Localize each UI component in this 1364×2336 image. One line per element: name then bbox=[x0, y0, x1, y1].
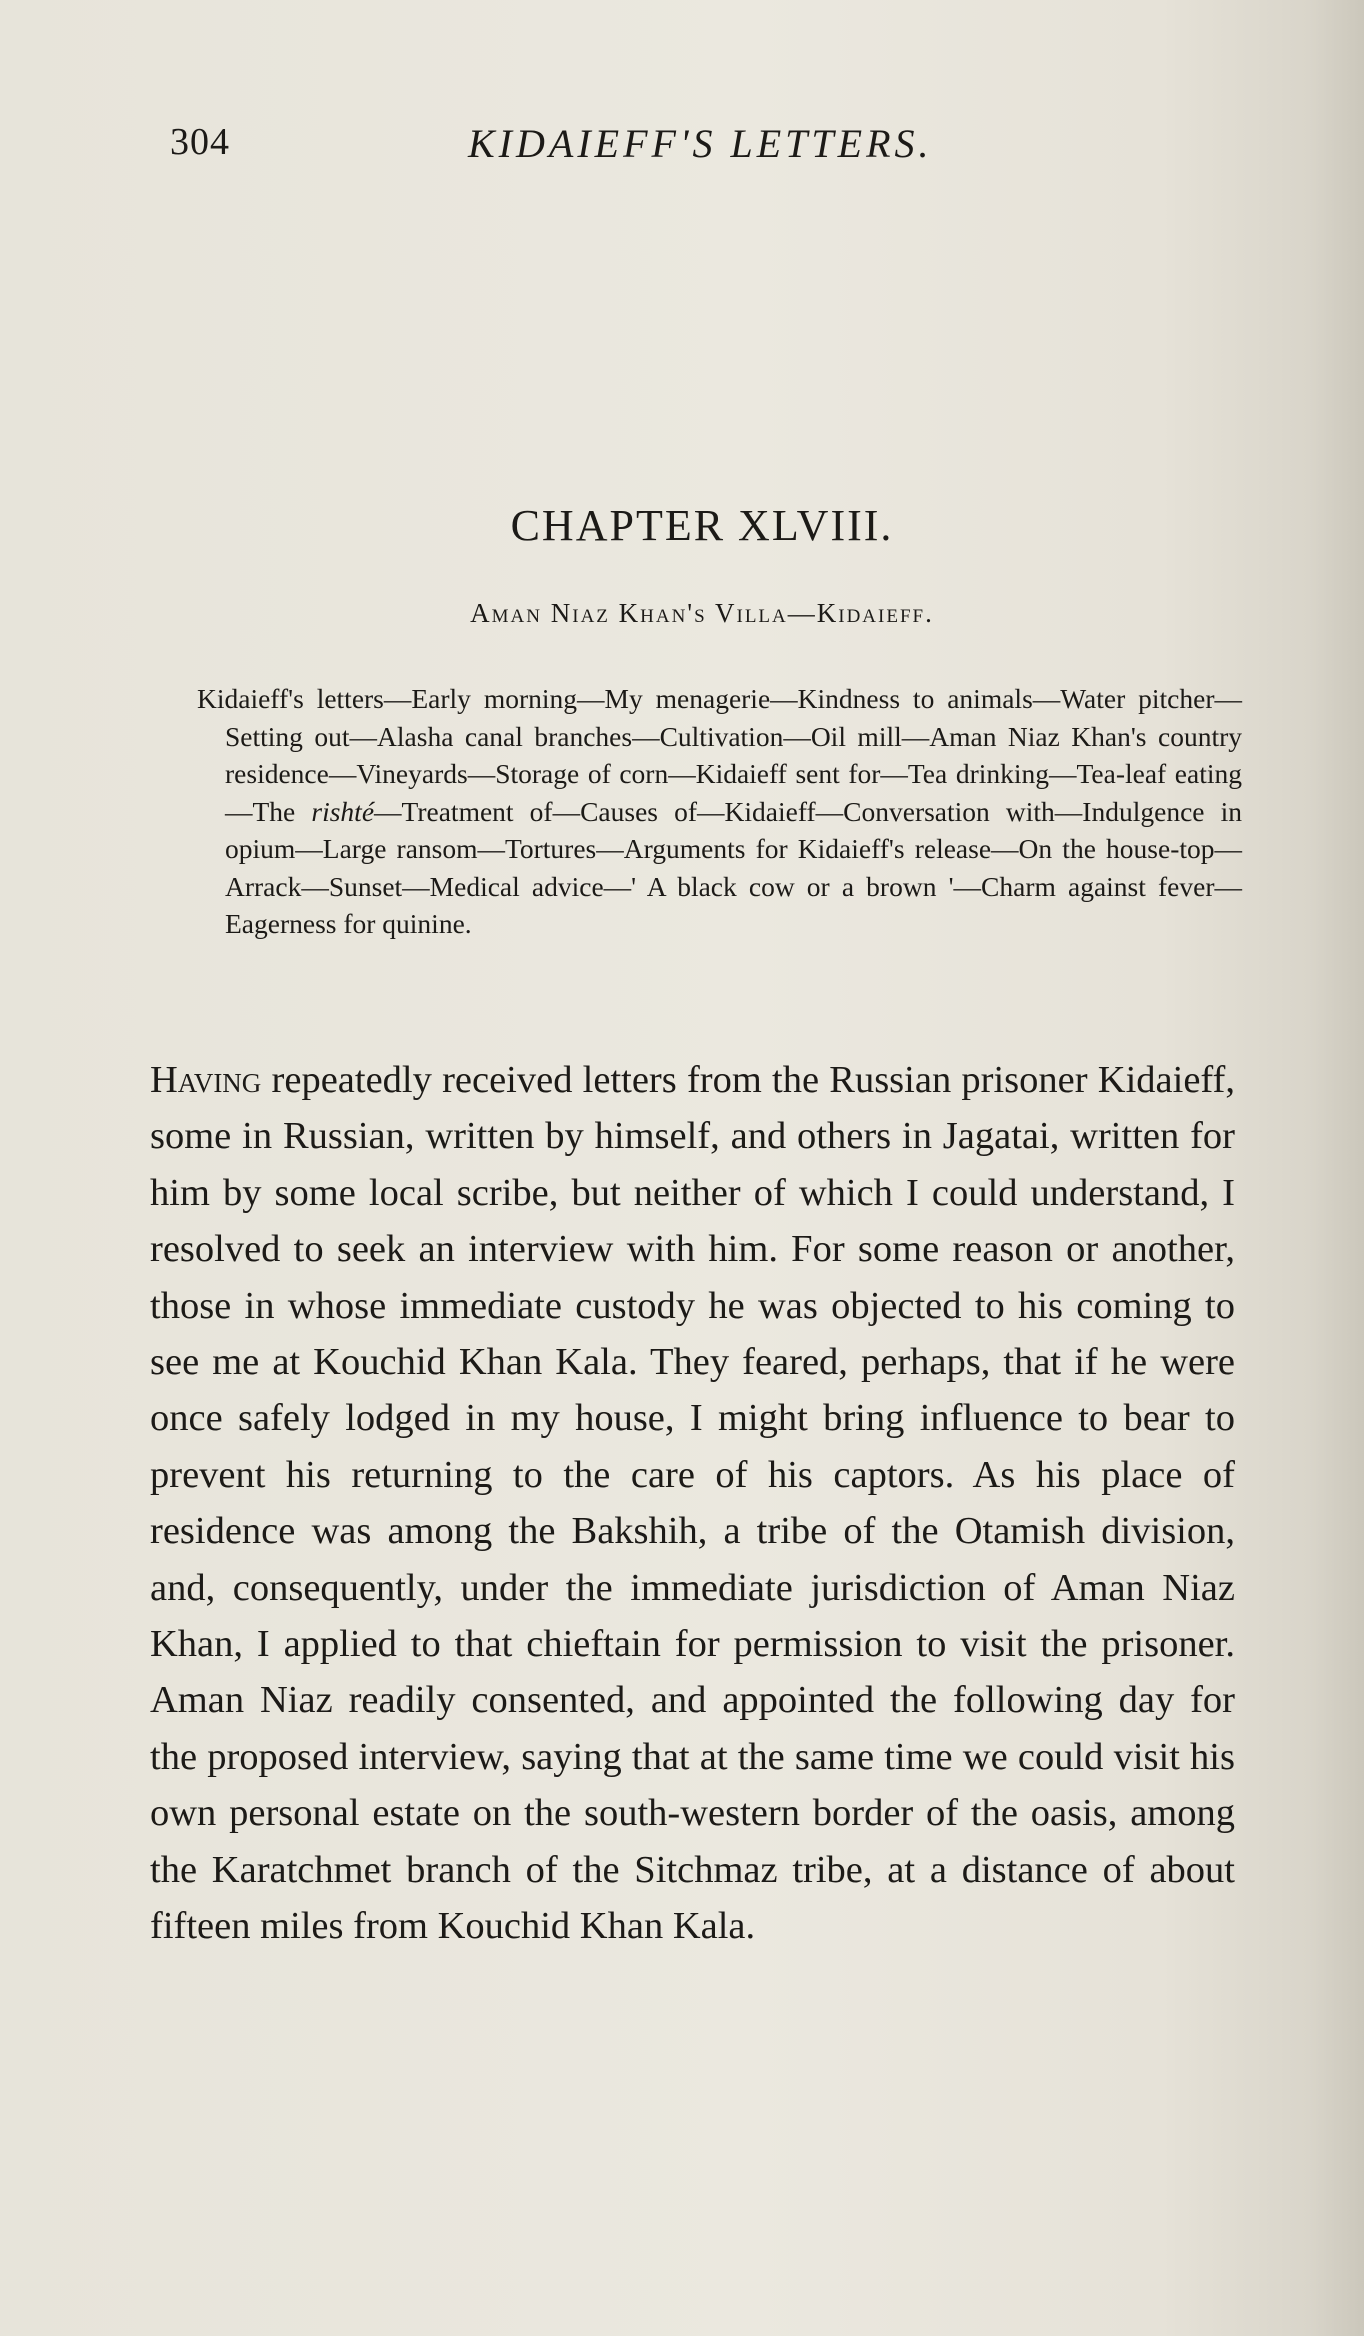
chapter-heading: CHAPTER XLVIII. bbox=[510, 501, 894, 550]
synopsis-part-2: —Treatment of—Causes of—Kidaieff—Conversation with—Indulgence in opium—Large ransom—Tortures—Arguments for Kidaieff's release—On the house-top—Arrack—Sunset—Medical advice—' A black cow or a brown '—Charm against fever—Eagerness for quinine. bbox=[225, 795, 1242, 939]
chapter-synopsis bbox=[197, 680, 1242, 943]
synopsis-part-1: Kidaieff's letters—Early morning—My menagerie—Kindness to animals—Water pitcher—Setting out—Alasha canal branches—Cultivation—Oil mill—Aman Niaz Khan's country residence—Vineyards—Storage of corn—Kidaieff sent for—Tea drinking—Tea-leaf eating—The bbox=[197, 683, 1242, 827]
chapter-subtitle: Aman Niaz Khan's Villa—Kidaieff. bbox=[470, 598, 934, 628]
running-title: KIDAIEFF'S LETTERS. bbox=[468, 121, 933, 166]
lead-word: Having bbox=[150, 1059, 262, 1101]
body-text: repeatedly received letters from the Russian prisoner Kidaieff, some in Russian, written by himself, and others in Jagatai, written for him by some local scribe, but neither of which I could understand, I resolved to seek an interview with him. For some reason or another, those in whose immediate custody he was objected to his coming to see me at Kouchid Khan Kala. They feared, perhaps, that if he were once safely lodged in my house, I might bring influence to bear to prevent his returning to the care of his captors. As his place of residence was among the Bakshih, a tribe of the Otamish division, and, consequently, under the immediate jurisdiction of Aman Niaz Khan, I applied to that chieftain for permission to visit the prisoner. Aman Niaz readily consented, and appointed the following day for the proposed interview, saying that at the same time we could visit his own personal estate on the south-western border of the oasis, among the Karatchmet branch of the Sitchmaz tribe, at a distance of about fifteen miles from Kouchid Khan Kala. bbox=[150, 1059, 1235, 1948]
body-paragraph bbox=[150, 1052, 1235, 1955]
running-header bbox=[150, 120, 1230, 180]
page-number: 304 bbox=[170, 121, 230, 163]
synopsis-italic-term: rishté bbox=[311, 795, 375, 827]
